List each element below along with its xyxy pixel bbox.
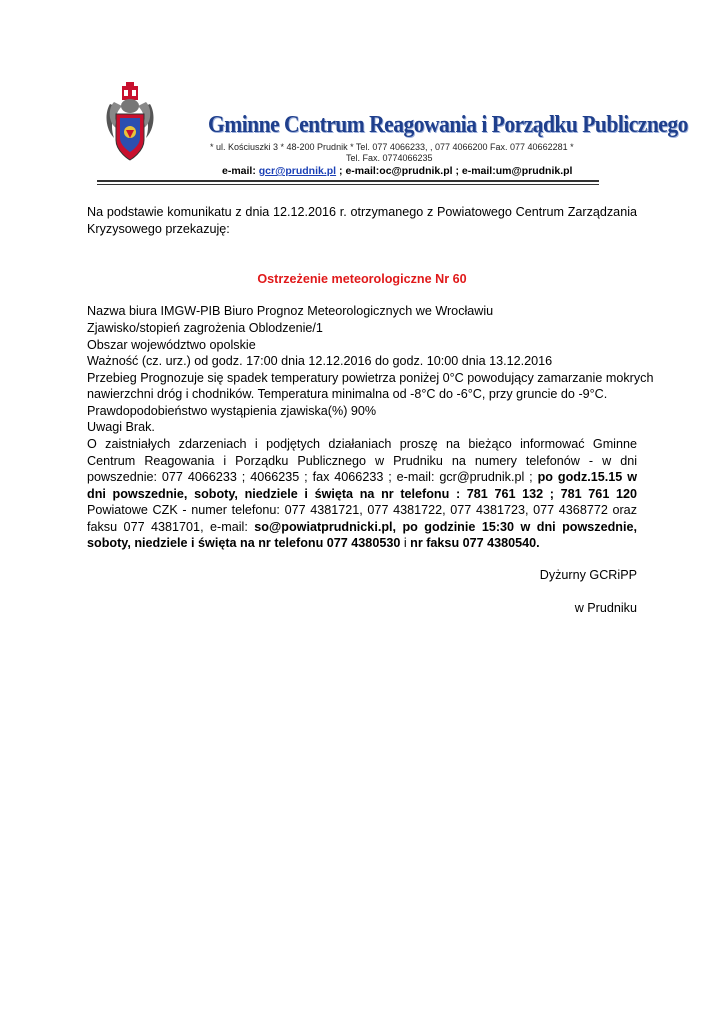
notice-after-hours: po godz.15.15 w dni powszednie, soboty, niedziele i święta na nr telefonu : 781 761 132 ; 781 761 120 — [87, 470, 637, 501]
address-line: * ul. Kościuszki 3 * 48-200 Prudnik * Tel. 077 4066233, , 077 4066200 Fax. 077 40662281 * — [210, 142, 574, 152]
email-line — [222, 165, 572, 178]
email-um: e-mail:um@prudnik.pl — [461, 165, 573, 177]
email-label: e-mail: — [222, 165, 259, 177]
signature-location: w Prudniku — [574, 601, 637, 615]
detail-phenomenon: Zjawisko/stopień zagrożenia Oblodzenie/1 — [87, 321, 323, 335]
email-oc: e-mail:oc@prudnik.pl — [345, 165, 453, 177]
notice-text: O zaistniałych zdarzeniach i podjętych działaniach proszę na bieżąco informować Gminne Centrum Reagowania i Porządku Publicznego w Prudniku na numery telefonów - w dni powszednie: 077 4066233 ; 4066235 ; fax 4066233 ; e-mail: gcr@prudnik.pl ; — [87, 437, 637, 484]
notice-paragraph — [87, 436, 637, 552]
notice-powiat-contact: so@powiatprudnicki.pl, po godzinie 15:30 w dni powszednie, soboty, niedziele i święta na nr telefonu 077 4380530 — [87, 519, 637, 550]
detail-course-cont: nawierzchni dróg i chodników. Temperatura minimalna od -8°C do -6°C, przy gruncie do -9°C. — [87, 387, 608, 401]
intro-paragraph: Na podstawie komunikatu z dnia 12.12.2016 r. otrzymanego z Powiatowego Centrum Zarządzania Kryzysowego przekazuję: — [87, 205, 637, 236]
notice-fax: nr faksu 077 4380540. — [410, 536, 540, 550]
notice-connector: i — [400, 536, 411, 550]
notice-powiat: Powiatowe CZK - numer telefonu: 077 4381721, 077 4381722, 077 4381723, 077 4368772 oraz faksu 077 4381701, e-mail: — [87, 503, 637, 534]
telfax-line: Tel. Fax. 0774066235 — [346, 153, 433, 163]
detail-course: Przebieg Prognozuje się spadek temperatury powietrza poniżej 0°C powodujący zamarzanie mokrych — [87, 371, 654, 385]
email-link-gcr[interactable]: gcr@prudnik.pl — [258, 165, 337, 177]
warning-heading: Ostrzeżenie meteorologiczne Nr 60 — [257, 272, 467, 286]
signature-role: Dyżurny GCRiPP — [539, 568, 637, 582]
detail-probability: Prawdopodobieństwo wystąpienia zjawiska(%) 90% — [87, 404, 377, 418]
letterhead-divider-thin — [97, 184, 599, 185]
detail-office: Nazwa biura IMGW-PIB Biuro Prognoz Meteorologicznych we Wrocławiu — [87, 304, 494, 318]
email-separator: ; — [336, 165, 346, 177]
letterhead-divider — [97, 180, 599, 182]
email-separator: ; — [452, 165, 462, 177]
coat-of-arms-logo — [104, 82, 156, 168]
detail-remarks: Uwagi Brak. — [87, 420, 155, 434]
organization-name: Gminne Centrum Reagowania i Porządku Publicznego — [208, 112, 688, 138]
detail-validity: Ważność (cz. urz.) od godz. 17:00 dnia 12.12.2016 do godz. 10:00 dnia 13.12.2016 — [87, 354, 553, 368]
detail-area: Obszar województwo opolskie — [87, 338, 256, 352]
